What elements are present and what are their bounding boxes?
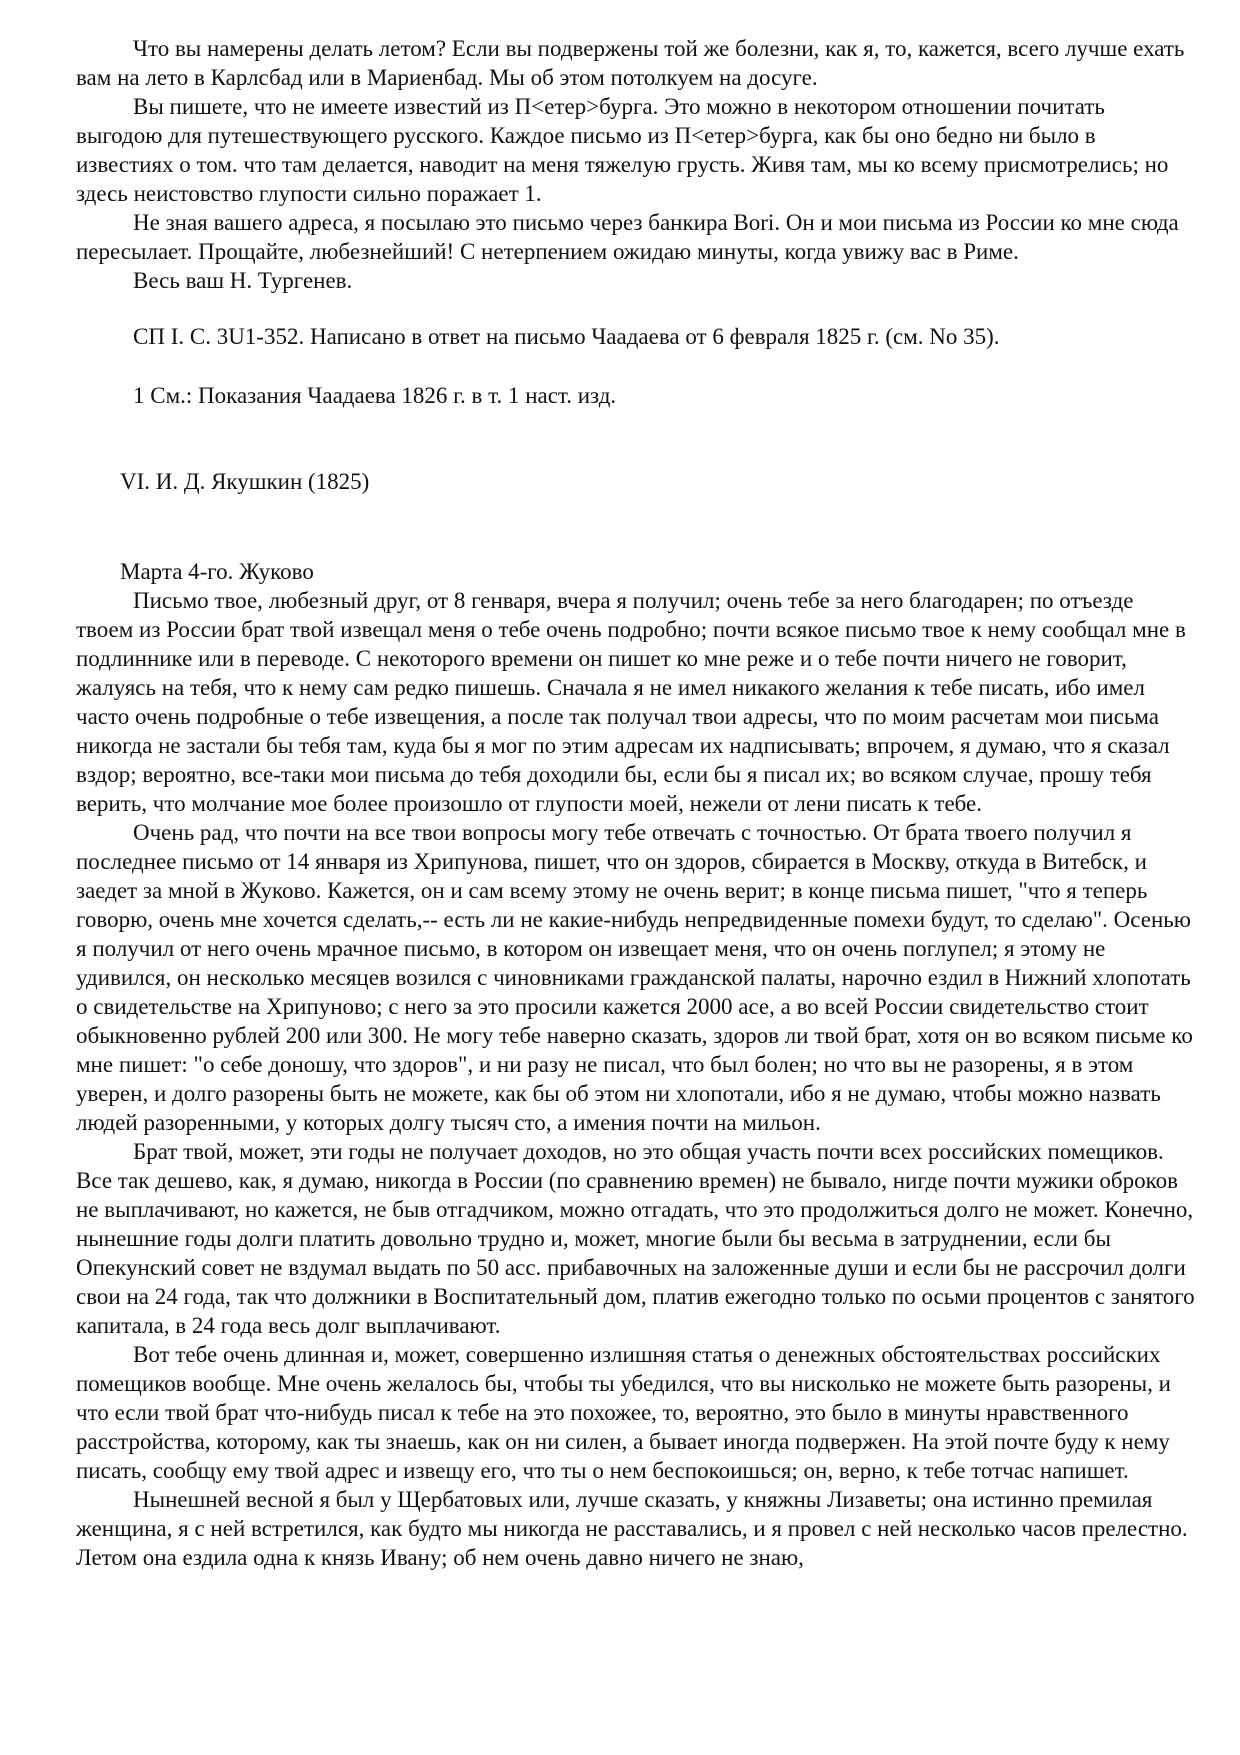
paragraph: Брат твой, может, эти годы не получает доходов, но это общая участь почти всех российских помещиков. Все так дешево, как, я думаю, никогда в России (по сравнению времен) не бывало, нигде почти мужики оброков не выплачивают, но кажется, не быв отгадчиком, можно отгадать, что это продолжиться долго не может. Конечно, нынешние годы долги платить довольно трудно и, может, многие были бы весьма в затруднении, если бы Опекунский совет не вздумал выдать по 50 асс. прибавочных на заложенные души и если бы не рассрочил долги свои на 24 года, так что должники в Воспитательный дом, платив ежегодно только по осьми процентов с занятого капитала, в 24 года весь долг выплачивают. — [76, 1139, 1195, 1338]
document-page — [76, 34, 1196, 1572]
paragraph: Письмо твое, любезный друг, от 8 генваря, вчера я получил; очень тебе за него благодарен; по отъезде твоем из России брат твой извещал меня о тебе очень подробно; почти всякое письмо твое к нему сообщал мне в подлиннике или в переводе. С некоторого времени он пишет ко мне реже и о тебе почти ничего не говорит, жалуясь на тебя, что к нему сам редко пишешь. Сначала я не имел никакого желания к тебе писать, ибо имел часто очень подробные о тебе извещения, а после так получал твои адресы, что по моим расчетам мои письма никогда не застали бы тебя там, куда бы я мог по этим адресам их надписывать; впрочем, я думаю, что я сказал вздор; вероятно, все-таки мои письма до тебя доходили бы, если бы я писал их; во всяком случае, прошу тебя верить, что молчание мое более произошло от глупости моей, нежели от лени писать к тебе. — [76, 588, 1186, 816]
paragraph: Что вы намерены делать летом? Если вы подвержены той же болезни, как я, то, кажется, всего лучше ехать вам на лето в Карлсбад или в Мариенбад. Мы об этом потолкуем на досуге. — [76, 36, 1185, 90]
paragraph: Нынешней весной я был у Щербатовых или, лучше сказать, у княжны Лизаветы; она истинно премилая женщина, я с ней встретился, как будто мы никогда не расставались, и я провел с ней несколько часов прелестно. Летом она ездила одна к князь Ивану; об нем очень давно ничего не знаю, — [76, 1487, 1188, 1570]
footnote: 1 См.: Показания Чаадаева 1826 г. в т. 1 наст. изд. — [133, 383, 617, 408]
source-note: СП I. С. 3U1-352. Написано в ответ на письмо Чаадаева от 6 февраля 1825 г. (см. No 35). — [133, 324, 1000, 349]
letter-heading: VI. И. Д. Якушкин (1825) — [120, 469, 370, 494]
paragraph: Вы пишете, что не имеете известий из П<етер>бурга. Это можно в некотором отношении почитать выгодою для путешествующего русского. Каждое письмо из П<етер>бурга, как бы оно бедно ни было в известиях о том. что там делается, наводит на меня тяжелую грусть. Живя там, мы ко всему присмотрелись; но здесь неистовство глупости сильно поражает 1. — [76, 94, 1169, 206]
letter-dateline: Марта 4-го. Жуково — [120, 559, 314, 584]
paragraph: Не зная вашего адреса, я посылаю это письмо через банкира Bori. Он и мои письма из России ко мне сюда пересылает. Прощайте, любезнейший! С нетерпением ожидаю минуты, когда увижу вас в Риме. — [76, 210, 1179, 264]
paragraph: Очень рад, что почти на все твои вопросы могу тебе отвечать с точностью. От брата твоего получил я последнее письмо от 14 января из Хрипунова, пишет, что он здоров, сбирается в Москву, откуда в Витебск, и заедет за мной в Жуково. Кажется, он и сам всему этому не очень верит; в конце письма пишет, "что я теперь говорю, очень мне хочется сделать,-- есть ли не какие-нибудь непредвиденные помехи будут, то сделаю". Осенью я получил от него очень мрачное письмо, в котором он извещает меня, что он очень поглупел; я этому не удивился, он несколько месяцев возился с чиновниками гражданской палаты, нарочно ездил в Нижний хлопотать о свидетельстве на Хрипуново; с него за это просили кажется 2000 асе, а во всей России свидетельство стоит обыкновенно рублей 200 или 300. Не могу тебе наверно сказать, здоров ли твой брат, хотя он во всяком письме ко мне пишет: "о себе доношу, что здоров", и ни разу не писал, что был болен; но что вы не разорены, я в этом уверен, и долго разорены быть не можете, как бы об этом ни хлопотали, ибо я не думаю, чтобы можно назвать людей разоренными, у которых долгу тысяч сто, а имения почти на мильон. — [76, 820, 1193, 1135]
paragraph: Вот тебе очень длинная и, может, совершенно излишняя статья о денежных обстоятельствах российских помещиков вообще. Мне очень желалось бы, чтобы ты убедился, что вы нисколько не можете быть разорены, и что если твой брат что-нибудь писал к тебе на это похожее, то, вероятно, это было в минуты нравственного расстройства, которому, как ты знаешь, как он ни силен, а бывает иногда подвержен. На этой почте буду к нему писать, сообщу ему твой адрес и извещу его, что ты о нем беспокоишься; он, верно, к тебе тотчас напишет. — [76, 1342, 1171, 1483]
signature: Весь ваш Н. Тургенев. — [133, 268, 353, 293]
